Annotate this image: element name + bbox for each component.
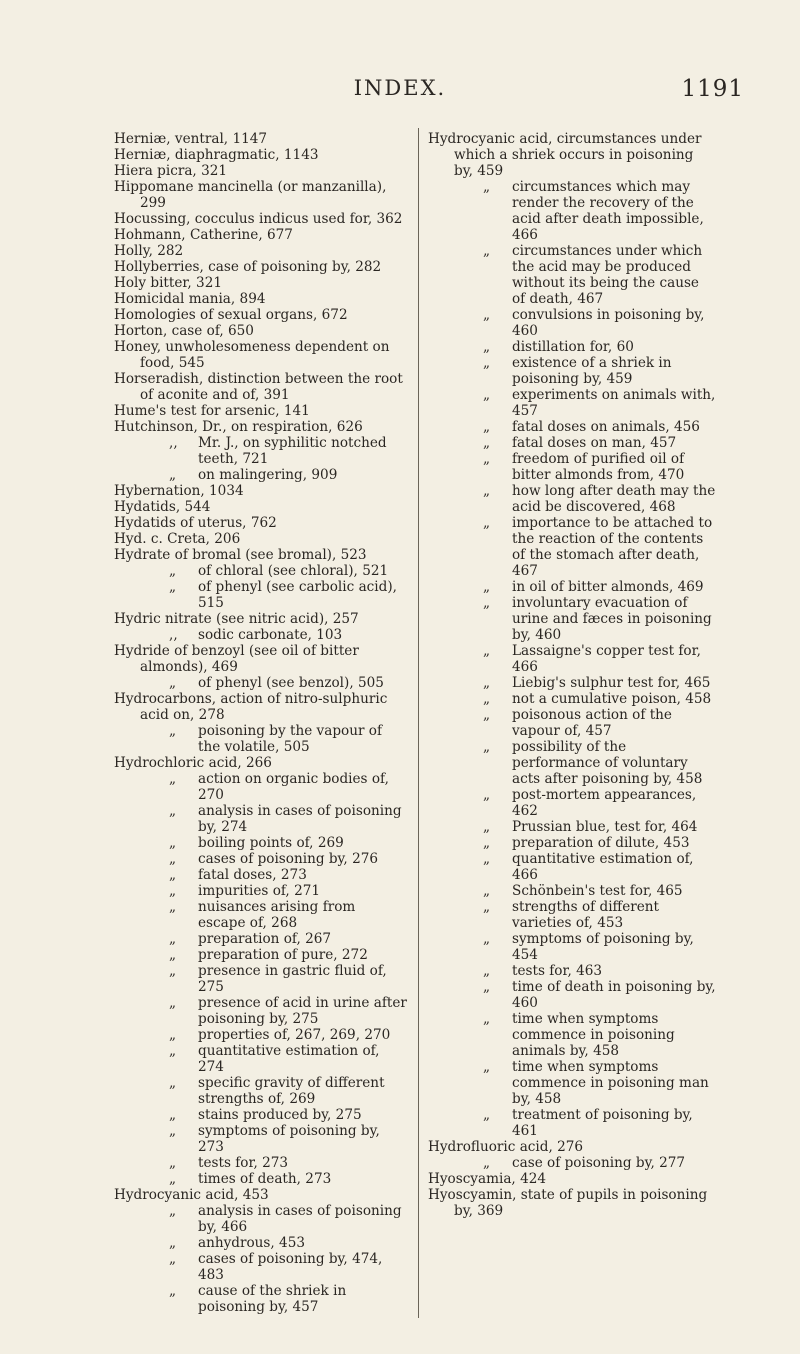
entry-text: Mr. J., on syphilitic notched teeth, 721 xyxy=(198,435,387,467)
entry-text: specific gravity of different strengths of, 269 xyxy=(198,1075,385,1107)
index-entry xyxy=(114,371,407,403)
index-entry xyxy=(114,627,407,643)
ditto-mark: „ xyxy=(169,1171,177,1187)
entry-text: case of poisoning by, 277 xyxy=(512,1155,686,1171)
index-entry xyxy=(428,179,716,243)
entry-text: Hydrofluoric acid, 276 xyxy=(428,1139,584,1155)
index-entry xyxy=(114,515,407,531)
entry-text: on malingering, 909 xyxy=(198,467,338,483)
index-entry xyxy=(428,707,716,739)
entry-text: involuntary evacuation of urine and fæces in poisoning by, 460 xyxy=(512,595,712,643)
index-entry xyxy=(114,323,407,339)
ditto-mark: „ xyxy=(483,339,491,355)
index-entry xyxy=(428,819,716,835)
ditto-mark: „ xyxy=(169,883,177,899)
entry-text: preparation of pure, 272 xyxy=(198,947,368,963)
index-entry xyxy=(114,755,407,771)
ditto-mark: „ xyxy=(483,819,491,835)
entry-text: tests for, 273 xyxy=(198,1155,289,1171)
ditto-mark: „ xyxy=(169,1027,177,1043)
index-entry xyxy=(428,899,716,931)
ditto-mark: „ xyxy=(483,963,491,979)
index-entry xyxy=(114,131,407,147)
ditto-mark: „ xyxy=(169,899,177,915)
entry-text: Hybernation, 1034 xyxy=(114,483,244,499)
entry-text: in oil of bitter almonds, 469 xyxy=(512,579,704,595)
entry-text: Honey, unwholesomeness dependent on food, 545 xyxy=(114,339,390,371)
entry-text: fatal doses on man, 457 xyxy=(512,435,677,451)
index-entry xyxy=(428,979,716,1011)
ditto-mark: „ xyxy=(483,1155,491,1171)
index-entry xyxy=(114,179,407,211)
index-entry xyxy=(428,1187,716,1219)
ditto-mark: „ xyxy=(169,723,177,739)
index-entry xyxy=(114,963,407,995)
ditto-mark: „ xyxy=(169,1155,177,1171)
ditto-mark: „ xyxy=(483,243,491,259)
index-entry xyxy=(114,1155,407,1171)
running-head xyxy=(0,76,800,106)
ditto-mark: „ xyxy=(169,1043,177,1059)
entry-text: importance to be attached to the reaction of the contents of the stomach after death, 467 xyxy=(512,515,713,579)
entry-text: convulsions in poisoning by, 460 xyxy=(512,307,705,339)
index-entry xyxy=(114,227,407,243)
index-entry xyxy=(428,579,716,595)
entry-text: Homicidal mania, 894 xyxy=(114,291,266,307)
index-entry xyxy=(114,851,407,867)
index-entry xyxy=(114,995,407,1027)
ditto-mark: „ xyxy=(483,387,491,403)
ditto-mark: „ xyxy=(169,1107,177,1123)
entry-text: Hyoscyamia, 424 xyxy=(428,1171,547,1187)
ditto-mark: „ xyxy=(169,835,177,851)
index-entry xyxy=(114,163,407,179)
entry-text: existence of a shriek in poisoning by, 459 xyxy=(512,355,672,387)
entry-text: cases of poisoning by, 276 xyxy=(198,851,379,867)
index-entry xyxy=(114,611,407,627)
index-column-right xyxy=(428,131,716,1219)
ditto-mark: „ xyxy=(483,835,491,851)
index-entry xyxy=(428,1059,716,1107)
index-entry xyxy=(114,1203,407,1235)
entry-text: time when symptoms commence in poisoning animals by, 458 xyxy=(512,1011,675,1059)
ditto-mark: „ xyxy=(483,435,491,451)
index-entry xyxy=(428,643,716,675)
entry-text: strengths of different varieties of, 453 xyxy=(512,899,660,931)
index-entry xyxy=(428,963,716,979)
index-entry xyxy=(114,1043,407,1075)
index-entry xyxy=(114,403,407,419)
entry-text: Hydatids, 544 xyxy=(114,499,211,515)
index-entry xyxy=(114,339,407,371)
ditto-mark: „ xyxy=(483,1059,491,1075)
index-entry xyxy=(428,131,716,179)
index-entry xyxy=(428,435,716,451)
ditto-mark: „ xyxy=(483,579,491,595)
index-entry xyxy=(114,419,407,435)
entry-text: Schönbein's test for, 465 xyxy=(512,883,683,899)
ditto-mark: „ xyxy=(483,595,491,611)
index-entry xyxy=(114,931,407,947)
ditto-mark: „ xyxy=(483,899,491,915)
ditto-mark: „ xyxy=(169,1123,177,1139)
index-entry xyxy=(114,1187,407,1203)
entry-text: times of death, 273 xyxy=(198,1171,332,1187)
entry-text: Hyoscyamin, state of pupils in poisoning by, 369 xyxy=(428,1187,708,1219)
entry-text: of chloral (see chloral), 521 xyxy=(198,563,389,579)
index-entry xyxy=(114,147,407,163)
ditto-mark: „ xyxy=(169,467,177,483)
entry-text: Hollyberries, case of poisoning by, 282 xyxy=(114,259,382,275)
entry-text: circumstances under which the acid may be produced without its being the cause of death, 467 xyxy=(512,243,703,307)
index-entry xyxy=(114,563,407,579)
ditto-mark: „ xyxy=(483,787,491,803)
entry-text: symptoms of poisoning by, 273 xyxy=(198,1123,380,1155)
entry-text: Hutchinson, Dr., on respiration, 626 xyxy=(114,419,363,435)
index-entry xyxy=(114,1235,407,1251)
entry-text: Hydrocarbons, action of nitro-sulphuric acid on, 278 xyxy=(114,691,388,723)
ditto-mark: „ xyxy=(483,355,491,371)
ditto-mark: „ xyxy=(483,883,491,899)
index-entry xyxy=(114,675,407,691)
index-entry xyxy=(428,1107,716,1139)
entry-text: impurities of, 271 xyxy=(198,883,321,899)
index-entry xyxy=(114,1075,407,1107)
column-divider xyxy=(418,128,419,1318)
index-entry xyxy=(428,387,716,419)
index-entry xyxy=(428,1139,716,1155)
ditto-mark: „ xyxy=(169,579,177,595)
index-entry xyxy=(428,515,716,579)
index-entry xyxy=(114,947,407,963)
ditto-mark: „ xyxy=(169,1203,177,1219)
index-entry xyxy=(114,275,407,291)
ditto-mark: „ xyxy=(169,995,177,1011)
page-number: 1191 xyxy=(681,76,744,102)
index-entry xyxy=(428,675,716,691)
entry-text: Hydatids of uterus, 762 xyxy=(114,515,277,531)
index-entry xyxy=(428,835,716,851)
index-entry xyxy=(114,1283,407,1315)
index-entry xyxy=(428,1171,716,1187)
index-entry xyxy=(114,899,407,931)
entry-text: time of death in poisoning by, 460 xyxy=(512,979,716,1011)
entry-text: stains produced by, 275 xyxy=(198,1107,362,1123)
entry-text: presence of acid in urine after poisoning by, 275 xyxy=(198,995,407,1027)
entry-text: Hydrocyanic acid, circumstances under which a shriek occurs in poisoning by, 459 xyxy=(428,131,702,179)
index-entry xyxy=(114,835,407,851)
index-entry xyxy=(428,595,716,643)
entry-text: Hohmann, Catherine, 677 xyxy=(114,227,293,243)
index-entry xyxy=(428,339,716,355)
index-entry xyxy=(114,883,407,899)
entry-text: possibility of the performance of voluntary acts after poisoning by, 458 xyxy=(512,739,703,787)
entry-text: cause of the shriek in poisoning by, 457 xyxy=(198,1283,347,1315)
entry-text: sodic carbonate, 103 xyxy=(198,627,343,643)
index-entry xyxy=(114,1123,407,1155)
entry-text: Hocussing, cocculus indicus used for, 362 xyxy=(114,211,403,227)
ditto-mark: „ xyxy=(483,419,491,435)
entry-text: time when symptoms commence in poisoning man by, 458 xyxy=(512,1059,709,1107)
entry-text: action on organic bodies of, 270 xyxy=(198,771,389,803)
entry-text: fatal doses on animals, 456 xyxy=(512,419,700,435)
ditto-mark: „ xyxy=(483,675,491,691)
ditto-mark: „ xyxy=(483,1011,491,1027)
entry-text: symptoms of poisoning by, 454 xyxy=(512,931,694,963)
entry-text: presence in gastric fluid of, 275 xyxy=(198,963,387,995)
ditto-mark: „ xyxy=(483,643,491,659)
entry-text: treatment of poisoning by, 461 xyxy=(512,1107,693,1139)
entry-text: Horton, case of, 650 xyxy=(114,323,254,339)
ditto-mark: „ xyxy=(169,867,177,883)
ditto-mark: „ xyxy=(169,771,177,787)
entry-text: freedom of purified oil of bitter almonds from, 470 xyxy=(512,451,685,483)
index-entry xyxy=(428,483,716,515)
entry-text: experiments on animals with, 457 xyxy=(512,387,716,419)
entry-text: Hydride of benzoyl (see oil of bitter almonds), 469 xyxy=(114,643,359,675)
ditto-mark: „ xyxy=(483,851,491,867)
entry-text: Herniæ, ventral, 1147 xyxy=(114,131,268,147)
index-entry xyxy=(428,355,716,387)
entry-text: analysis in cases of poisoning by, 466 xyxy=(198,1203,402,1235)
entry-text: preparation of dilute, 453 xyxy=(512,835,690,851)
entry-text: fatal doses, 273 xyxy=(198,867,307,883)
ditto-mark: „ xyxy=(169,1283,177,1299)
index-entry xyxy=(114,211,407,227)
index-entry xyxy=(114,579,407,611)
index-entry xyxy=(114,291,407,307)
entry-text: analysis in cases of poisoning by, 274 xyxy=(198,803,402,835)
ditto-mark: „ xyxy=(169,1251,177,1267)
entry-text: quantitative estimation of, 466 xyxy=(512,851,694,883)
entry-text: Hydrocyanic acid, 453 xyxy=(114,1187,269,1203)
entry-text: Hippomane mancinella (or manzanilla), 299 xyxy=(114,179,387,211)
ditto-mark: „ xyxy=(169,947,177,963)
entry-text: tests for, 463 xyxy=(512,963,603,979)
index-entry xyxy=(114,499,407,515)
index-entry xyxy=(114,467,407,483)
index-entry xyxy=(114,691,407,723)
index-entry xyxy=(114,307,407,323)
ditto-mark: „ xyxy=(169,1075,177,1091)
entry-text: poisonous action of the vapour of, 457 xyxy=(512,707,672,739)
index-entry xyxy=(428,243,716,307)
ditto-mark: „ xyxy=(483,1107,491,1123)
index-entry xyxy=(114,1027,407,1043)
ditto-mark: „ xyxy=(169,803,177,819)
ditto-mark: „ xyxy=(169,931,177,947)
entry-text: post-mortem appearances, 462 xyxy=(512,787,697,819)
entry-text: Liebig's sulphur test for, 465 xyxy=(512,675,711,691)
index-entry xyxy=(114,643,407,675)
ditto-mark: „ xyxy=(483,451,491,467)
entry-text: Prussian blue, test for, 464 xyxy=(512,819,698,835)
entry-text: poisoning by the vapour of the volatile, 505 xyxy=(198,723,383,755)
entry-text: nuisances arising from escape of, 268 xyxy=(198,899,356,931)
ditto-mark: „ xyxy=(483,931,491,947)
entry-text: quantitative estimation of, 274 xyxy=(198,1043,380,1075)
index-entry xyxy=(428,1155,716,1171)
index-entry xyxy=(114,1107,407,1123)
ditto-mark: „ xyxy=(483,691,491,707)
index-column-left xyxy=(114,131,407,1315)
index-entry xyxy=(428,691,716,707)
ditto-mark: „ xyxy=(483,179,491,195)
ditto-mark: „ xyxy=(169,563,177,579)
entry-text: Hyd. c. Creta, 206 xyxy=(114,531,241,547)
index-entry xyxy=(114,483,407,499)
entry-text: Hume's test for arsenic, 141 xyxy=(114,403,310,419)
index-entry xyxy=(114,259,407,275)
ditto-mark: ,, xyxy=(169,627,178,643)
index-entry xyxy=(114,243,407,259)
index-entry xyxy=(428,851,716,883)
entry-text: Lassaigne's copper test for, 466 xyxy=(512,643,701,675)
entry-text: Horseradish, distinction between the root of aconite and of, 391 xyxy=(114,371,403,403)
index-entry xyxy=(114,867,407,883)
ditto-mark: „ xyxy=(483,483,491,499)
entry-text: properties of, 267, 269, 270 xyxy=(198,1027,391,1043)
entry-text: Hydrochloric acid, 266 xyxy=(114,755,272,771)
index-entry xyxy=(114,771,407,803)
ditto-mark: ,, xyxy=(169,435,178,451)
page-title: INDEX. xyxy=(353,76,447,100)
entry-text: circumstances which may render the recovery of the acid after death impossible, 466 xyxy=(512,179,704,243)
entry-text: boiling points of, 269 xyxy=(198,835,344,851)
ditto-mark: „ xyxy=(483,979,491,995)
entry-text: Hydric nitrate (see nitric acid), 257 xyxy=(114,611,359,627)
index-entry xyxy=(428,451,716,483)
index-entry xyxy=(114,531,407,547)
ditto-mark: „ xyxy=(169,1235,177,1251)
entry-text: Homologies of sexual organs, 672 xyxy=(114,307,348,323)
ditto-mark: „ xyxy=(169,963,177,979)
entry-text: of phenyl (see benzol), 505 xyxy=(198,675,384,691)
entry-text: Holy bitter, 321 xyxy=(114,275,222,291)
index-entry xyxy=(428,419,716,435)
entry-text: Hiera picra, 321 xyxy=(114,163,228,179)
index-entry xyxy=(428,1011,716,1059)
entry-text: Hydrate of bromal (see bromal), 523 xyxy=(114,547,367,563)
entry-text: how long after death may the acid be discovered, 468 xyxy=(512,483,716,515)
ditto-mark: „ xyxy=(483,515,491,531)
entry-text: of phenyl (see carbolic acid), 515 xyxy=(198,579,397,611)
entry-text: not a cumulative poison, 458 xyxy=(512,691,712,707)
index-entry xyxy=(114,1251,407,1283)
index-entry xyxy=(428,307,716,339)
index-entry xyxy=(428,739,716,787)
index-entry xyxy=(114,1171,407,1187)
index-entry xyxy=(428,931,716,963)
ditto-mark: „ xyxy=(483,307,491,323)
index-entry xyxy=(114,723,407,755)
index-entry xyxy=(114,547,407,563)
index-entry xyxy=(428,883,716,899)
ditto-mark: „ xyxy=(169,851,177,867)
ditto-mark: „ xyxy=(169,675,177,691)
entry-text: cases of poisoning by, 474, 483 xyxy=(198,1251,383,1283)
entry-text: preparation of, 267 xyxy=(198,931,332,947)
entry-text: anhydrous, 453 xyxy=(198,1235,305,1251)
entry-text: distillation for, 60 xyxy=(512,339,634,355)
index-entry xyxy=(114,803,407,835)
index-entry xyxy=(428,787,716,819)
ditto-mark: „ xyxy=(483,739,491,755)
entry-text: Holly, 282 xyxy=(114,243,184,259)
ditto-mark: „ xyxy=(483,707,491,723)
index-entry xyxy=(114,435,407,467)
entry-text: Herniæ, diaphragmatic, 1143 xyxy=(114,147,319,163)
